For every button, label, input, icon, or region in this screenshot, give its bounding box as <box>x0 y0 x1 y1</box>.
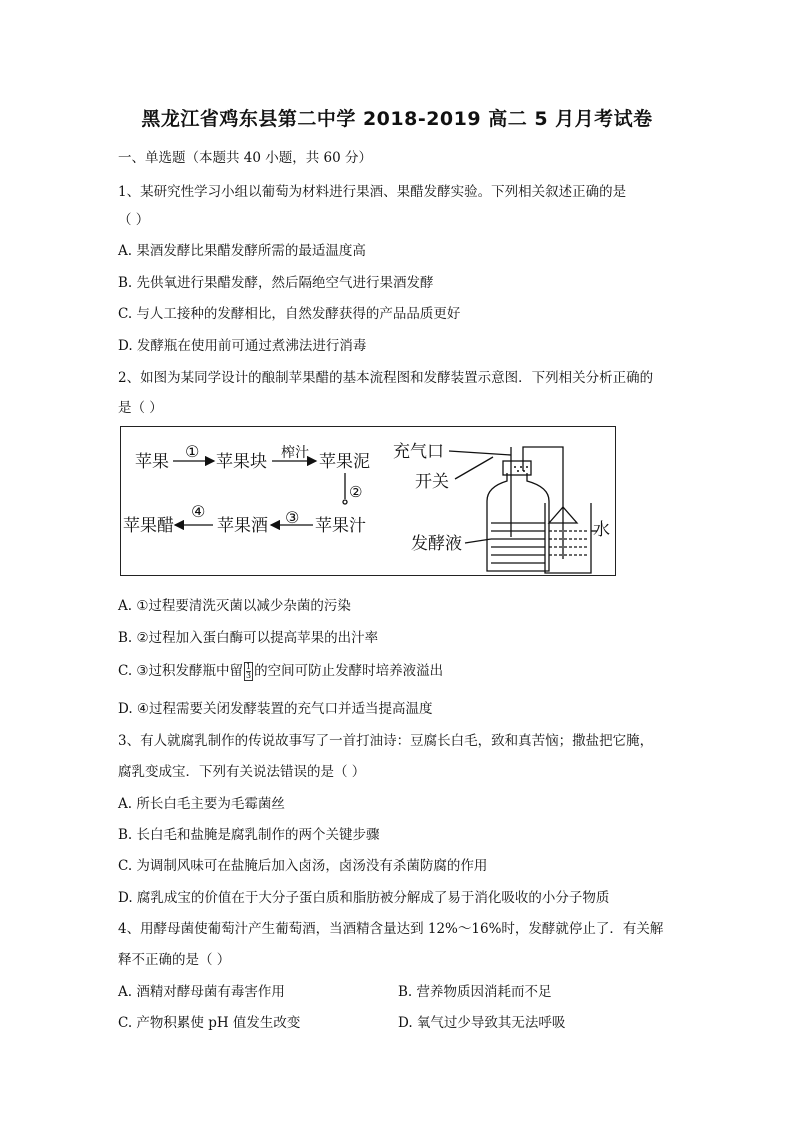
q2-option-a: A. ①过程要清洗灭菌以减少杂菌的污染 <box>118 598 351 614</box>
label-apple: 苹果 <box>135 452 169 472</box>
label-apple-paste: 苹果泥 <box>319 452 370 472</box>
page-title: 黑龙江省鸡东县第二中学 2018-2019 高二 5 月月考试卷 <box>141 108 653 130</box>
q2-option-b: B. ②过程加入蛋白酶可以提高苹果的出汁率 <box>118 630 379 646</box>
drip-icon <box>343 500 347 504</box>
bottle-stopper <box>503 461 531 475</box>
process-diagram <box>120 426 616 576</box>
label-apple-juice: 苹果汁 <box>315 516 366 536</box>
pointer-inlet <box>449 451 511 455</box>
q2-option-c-pre: C. ③过积发酵瓶中留 <box>118 663 244 679</box>
q1-stem: 1、某研究性学习小组以葡萄为材料进行果酒、果醋发酵实验。下列相关叙述正确的是 <box>118 184 627 200</box>
label-water: 水 <box>593 520 610 540</box>
q4-option-d: D. 氧气过少导致其无法呼吸 <box>398 1015 566 1031</box>
q3-option-a: A. 所长白毛主要为毛霉菌丝 <box>118 796 285 812</box>
fraction-one-third <box>244 662 253 681</box>
q2-option-c <box>118 659 443 681</box>
section-heading: 一、单选题（本题共 40 小题，共 60 分） <box>118 150 373 166</box>
fraction-numerator: 1 <box>246 662 252 671</box>
label-step3: ③ <box>285 508 300 527</box>
fermentation-bottle <box>487 473 549 571</box>
q3-stem: 3、有人就腐乳制作的传说故事写了一首打油诗：豆腐长白毛，致和真苦恼；撒盐把它腌， <box>118 733 654 749</box>
q3-option-b: B. 长白毛和盐腌是腐乳制作的两个关键步骤 <box>118 827 380 843</box>
label-liquid: 发酵液 <box>411 534 462 554</box>
q3-option-c: C. 为调制风味可在盐腌后加入卤汤，卤汤没有杀菌防腐的作用 <box>118 858 488 874</box>
label-switch: 开关 <box>415 472 449 492</box>
label-inlet: 充气口 <box>393 442 444 462</box>
label-step2: ② <box>349 483 363 501</box>
label-squeeze: 榨汁 <box>281 445 309 461</box>
stopper-dot <box>514 466 516 468</box>
q4-option-b: B. 营养物质因消耗而不足 <box>398 984 552 1000</box>
pointer-switch <box>455 457 493 479</box>
q4-stem: 4、用酵母菌使葡萄汁产生葡萄酒，当酒精含量达到 12%～16%时，发酵就停止了．有关解 <box>118 921 664 937</box>
q2-stem: 2、如图为某同学设计的酿制苹果醋的基本流程图和发酵装置示意图．下列相关分析正确的 <box>118 370 654 386</box>
q1-option-d: D. 发酵瓶在使用前可通过煮沸法进行消毒 <box>118 338 367 354</box>
q1-option-a: A. 果酒发酵比果醋发酵所需的最适温度高 <box>118 243 366 259</box>
q4-option-a: A. 酒精对酵母菌有毒害作用 <box>118 984 285 1000</box>
q4-stem-cont: 释不正确的是（ ） <box>118 952 231 968</box>
q2-option-d: D. ④过程需要关闭发酵装置的充气口并适当提高温度 <box>118 701 433 717</box>
q1-option-c: C. 与人工接种的发酵相比，自然发酵获得的产品品质更好 <box>118 306 461 322</box>
label-step1: ① <box>185 442 200 461</box>
q2-option-c-post: 的空间可防止发酵时培养液溢出 <box>254 663 444 679</box>
gas-pipe <box>523 447 563 559</box>
diagram-svg <box>121 427 617 577</box>
q1-paren: （ ） <box>118 212 150 228</box>
q3-stem-cont: 腐乳变成宝．下列有关说法错误的是（ ） <box>118 764 366 780</box>
label-step4: ④ <box>191 502 206 521</box>
fraction-denominator: 3 <box>246 671 252 680</box>
label-apple-pieces: 苹果块 <box>216 452 267 472</box>
label-apple-vinegar: 苹果醋 <box>123 516 174 536</box>
q2-stem-cont: 是（ ） <box>118 400 163 416</box>
q1-option-b: B. 先供氧进行果醋发酵，然后隔绝空气进行果酒发酵 <box>118 275 434 291</box>
label-apple-wine: 苹果酒 <box>217 516 268 536</box>
q3-option-d: D. 腐乳成宝的价值在于大分子蛋白质和脂肪被分解成了易于消化吸收的小分子物质 <box>118 890 610 906</box>
q4-option-c: C. 产物积累使 pH 值发生改变 <box>118 1015 301 1031</box>
